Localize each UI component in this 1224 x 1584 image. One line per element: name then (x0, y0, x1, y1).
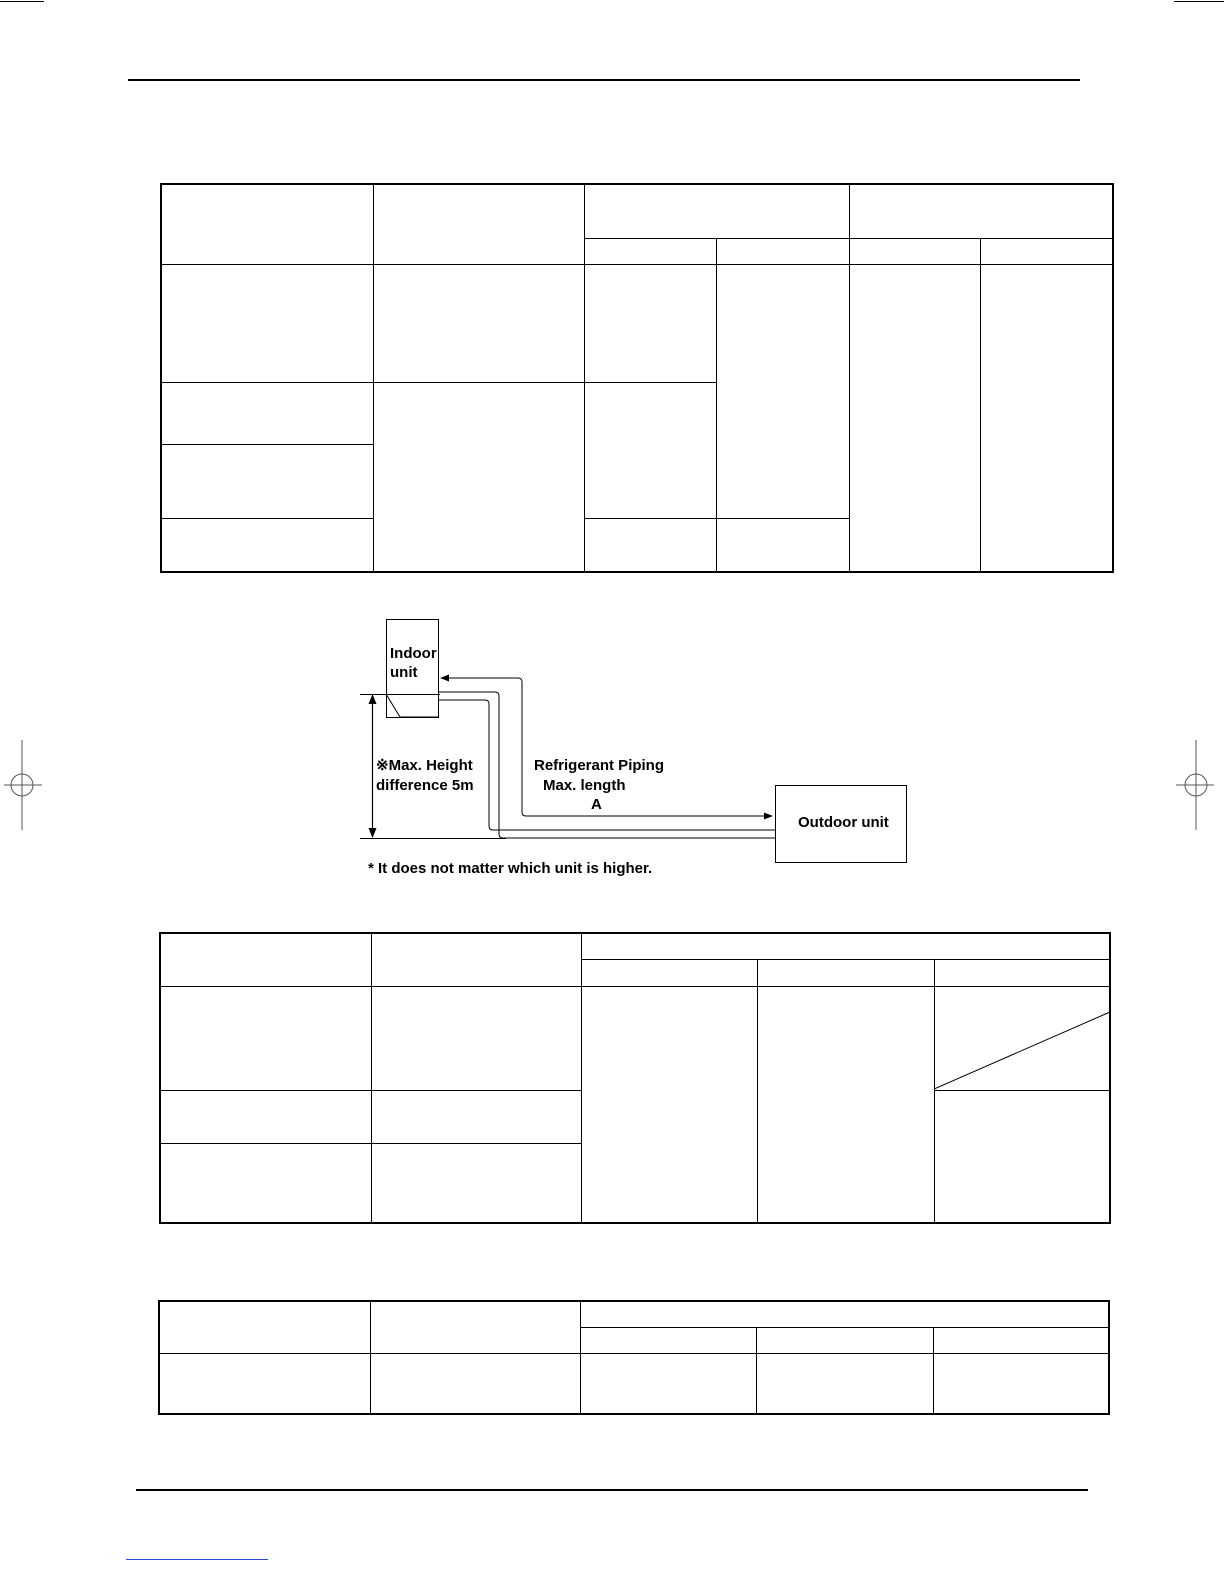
table-2-cell (160, 1090, 371, 1143)
table-2-cell (371, 1143, 581, 1223)
indoor-unit-label-line2: unit (390, 664, 418, 681)
table-2-cell (371, 986, 581, 1090)
piping-length-label-line2: Max. length (543, 777, 626, 794)
piping-length-label: Refrigerant Piping (534, 757, 665, 774)
outdoor-unit-label: Outdoor unit (798, 814, 889, 831)
height-difference-label: ※Max. Height (376, 757, 473, 774)
table-2-subheader-cell (581, 959, 757, 986)
table-3-cell (580, 1353, 756, 1414)
table-3-cell (933, 1353, 1109, 1414)
table-2-subheader-cell (934, 959, 1110, 986)
table-2-cell (757, 986, 934, 1223)
table-3-header-cell (580, 1301, 1109, 1327)
diagram-footnote: * It does not matter which unit is higher. (368, 860, 653, 877)
table-2-cell (160, 986, 371, 1090)
table-3-header-cell (159, 1301, 370, 1353)
table-2-cell (160, 1143, 371, 1223)
table-3-cell (159, 1353, 370, 1414)
table-3-subheader-cell (756, 1327, 933, 1353)
table-2-cell (581, 986, 757, 1223)
table-2-cell (934, 1090, 1110, 1223)
table-2-diagonal-line (934, 1010, 1112, 1092)
table-piping-spec-3 (158, 1300, 1110, 1415)
table-3-subheader-cell (933, 1327, 1109, 1353)
table-2-cell (371, 1090, 581, 1143)
table-3-cell (370, 1353, 580, 1414)
table-2-subheader-cell (757, 959, 934, 986)
table-3-cell (756, 1353, 933, 1414)
piping-length-label-line3: A (591, 796, 602, 813)
indoor-unit-label: Indoor (390, 645, 437, 662)
footer-link-underline (126, 1559, 268, 1560)
footer-rule (136, 1489, 1088, 1491)
table-2-header-cell (160, 933, 371, 986)
table-3-subheader-cell (580, 1327, 756, 1353)
height-difference-label-line2: difference 5m (376, 777, 474, 794)
table-2-header-cell (371, 933, 581, 986)
table-3-header-cell (370, 1301, 580, 1353)
table-2-header-cell (581, 933, 1110, 959)
